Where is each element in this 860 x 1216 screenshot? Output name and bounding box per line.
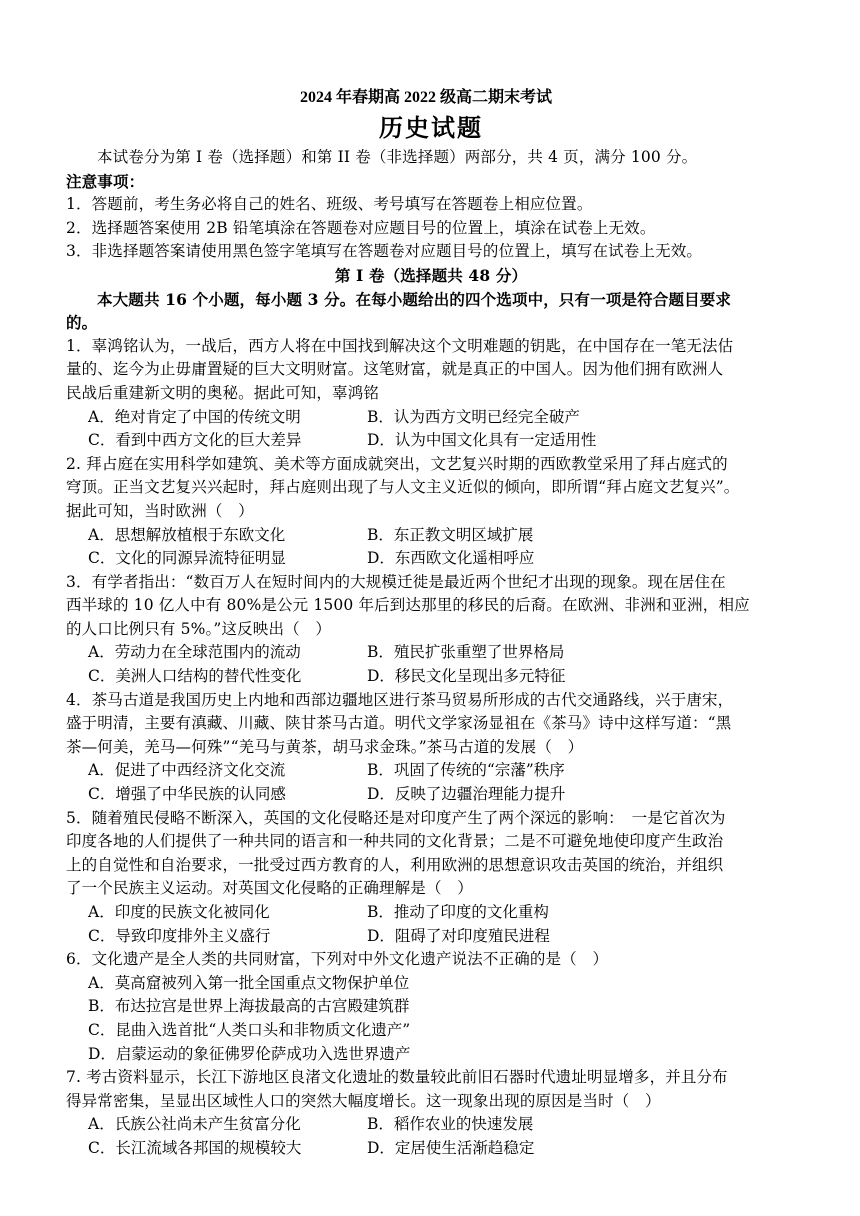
option-d: D．移民文化呈现出多元特征	[367, 667, 566, 686]
question-stem-line: 上的自觉性和自治要求，一批受过西方教育的人，利用欧洲的思想意识攻击英国的统治，并组织	[66, 855, 724, 874]
section-heading: 第 I 卷（选择题共 48 分）	[334, 265, 528, 285]
subject-title: 历史试题	[379, 113, 483, 142]
option-b: B．布达拉宫是世界上海拔最高的古宫殿建筑群	[88, 997, 410, 1016]
question-7	[66, 1066, 796, 1160]
option-c: C．导致印度排外主义盛行	[88, 926, 271, 945]
section-instructions: 本大题共 16 个小题，每小题 3 分。在每小题给出的四个选项中，只有一项是符合题目要求	[97, 289, 732, 309]
option-d: D．阻碍了对印度殖民进程	[367, 926, 550, 945]
question-stem-line: 西半球的 10 亿人中有 80%是公元 1500 年后到达那里的移民的后裔。在欧洲、非洲和亚洲，相应	[66, 596, 750, 615]
question-stem-line: 得异常密集，呈显出区域性人口的突然大幅度增长。这一现象出现的原因是当时（ ）	[66, 1091, 661, 1110]
question-stem-line: 5．随着殖民侵略不断深入，英国的文化侵略还是对印度产生了两个深远的影响： 一是它首次为	[66, 808, 726, 827]
option-a: A．印度的民族文化被同化	[88, 903, 270, 921]
option-d: D．东西欧文化遥相呼应	[367, 549, 535, 568]
question-stem-line: 印度各地的人们提供了一种共同的语言和一种共同的文化背景；二是不可避免地使印度产生政治	[66, 832, 724, 851]
option-b: B．巩固了传统的“宗藩”秩序	[367, 761, 565, 780]
option-a: A．劳动力在全球范围内的流动	[88, 643, 301, 662]
option-d: D．定居使生活渐趋稳定	[367, 1138, 535, 1157]
option-d: D．反映了边疆治理能力提升	[367, 785, 566, 804]
option-b: B．认为西方文明已经完全破产	[367, 407, 580, 426]
option-b: B．稻作农业的快速发展	[367, 1115, 534, 1134]
option-c: C．看到中西方文化的巨大差异	[88, 431, 302, 450]
note-item: 3．非选择题答案请使用黑色签字笔填写在答题卷对应题目号的位置上，填写在试卷上无效。	[66, 242, 703, 261]
question-stem-line: 据此可知，当时欧洲（ ）	[66, 501, 254, 520]
option-c: C．增强了中华民族的认同感	[88, 785, 286, 804]
question-5	[66, 807, 796, 949]
option-d: D．认为中国文化具有一定适用性	[367, 431, 597, 450]
exam-intro: 本试卷分为第 I 卷（选择题）和第 II 卷（非选择题）两部分，共 4 页，满分 100 分。	[97, 148, 698, 166]
option-a: A．氏族公社尚未产生贫富分化	[88, 1115, 301, 1134]
question-2	[66, 453, 796, 571]
question-stem-line: 盛于明清，主要有滇藏、川藏、陕甘茶马古道。明代文学家汤显祖在《茶马》诗中这样写道：“黑	[66, 714, 732, 733]
option-c: C．美洲人口结构的替代性变化	[88, 667, 302, 686]
question-stem-line: 6．文化遗产是全人类的共同财富，下列对中外文化遗产说法不正确的是（ ）	[66, 950, 609, 969]
option-d: D．启蒙运动的象征佛罗伦萨成功入选世界遗产	[88, 1044, 411, 1063]
note-item: 1．答题前，考生务必将自己的姓名、班级、考号填写在答题卷上相应位置。	[66, 195, 593, 214]
section-instructions-cont: 的。	[66, 313, 98, 333]
question-1	[66, 335, 796, 453]
question-6	[66, 948, 796, 1066]
option-c: C．文化的同源异流特征明显	[88, 549, 286, 568]
question-stem-line: 了一个民族主义运动。对英国文化侵略的正确理解是（ ）	[66, 879, 473, 898]
question-stem-line: 民战后重建新文明的奥秘。据此可知，辜鸿铭	[66, 383, 380, 402]
question-3	[66, 571, 796, 689]
question-stem-line: 2. 拜占庭在实用科学如建筑、美术等方面成就突出，文艺复兴时期的西欧教堂采用了拜占庭式的	[66, 454, 728, 473]
option-a: A．思想解放植根于东欧文化	[88, 525, 286, 544]
option-b: B．殖民扩张重塑了世界格局	[367, 643, 565, 662]
option-c: C．昆曲入选首批“人类口头和非物质文化遗产”	[88, 1020, 411, 1039]
notes-heading: 注意事项：	[66, 171, 145, 191]
question-stem-line: 茶—何美，羌马—何殊”“羌马与黄茶，胡马求金珠。”茶马古道的发展（ ）	[66, 737, 584, 756]
note-item: 2．选择题答案使用 2B 铅笔填涂在答题卷对应题目号的位置上，填涂在试卷上无效。	[66, 218, 656, 237]
option-a: A．莫高窟被列入第一批全国重点文物保护单位	[88, 973, 410, 992]
option-b: B．推动了印度的文化重构	[367, 903, 549, 921]
option-a: A．促进了中西经济文化交流	[88, 761, 286, 780]
question-stem-line: 7. 考古资料显示，长江下游地区良渚文化遗址的数量较此前旧石器时代遗址明显增多，并且分布	[66, 1068, 728, 1087]
question-stem-line: 穹顶。正当文艺复兴兴起时，拜占庭则出现了与人文主义近似的倾向，即所谓“拜占庭文艺复兴”。	[66, 478, 740, 497]
option-a: A．绝对肯定了中国的传统文明	[88, 407, 301, 426]
option-c: C．长江流域各邦国的规模较大	[88, 1138, 302, 1157]
question-stem-line: 的人口比例只有 5%。”这反映出（ ）	[66, 619, 332, 638]
question-stem-line: 3．有学者指出：“数百万人在短时间内的大规模迁徙是最近两个世纪才出现的现象。现在居住在	[66, 572, 726, 591]
option-b: B．东正教文明区域扩展	[367, 525, 534, 544]
question-4	[66, 689, 796, 807]
exam-page	[66, 86, 796, 1161]
exam-title: 2024 年春期高 2022 级高二期末考试	[299, 89, 552, 106]
question-stem-line: 量的、迄今为止毋庸置疑的巨大文明财富。这笔财富，就是真正的中国人。因为他们拥有欧洲人	[66, 360, 724, 379]
question-stem-line: 4．茶马古道是我国历史上内地和西部边疆地区进行茶马贸易所形成的古代交通路线，兴于唐宋，	[66, 690, 734, 709]
question-stem-line: 1．辜鸿铭认为，一战后，西方人将在中国找到解决这个文明难题的钥匙，在中国存在一笔无法估	[66, 336, 734, 355]
